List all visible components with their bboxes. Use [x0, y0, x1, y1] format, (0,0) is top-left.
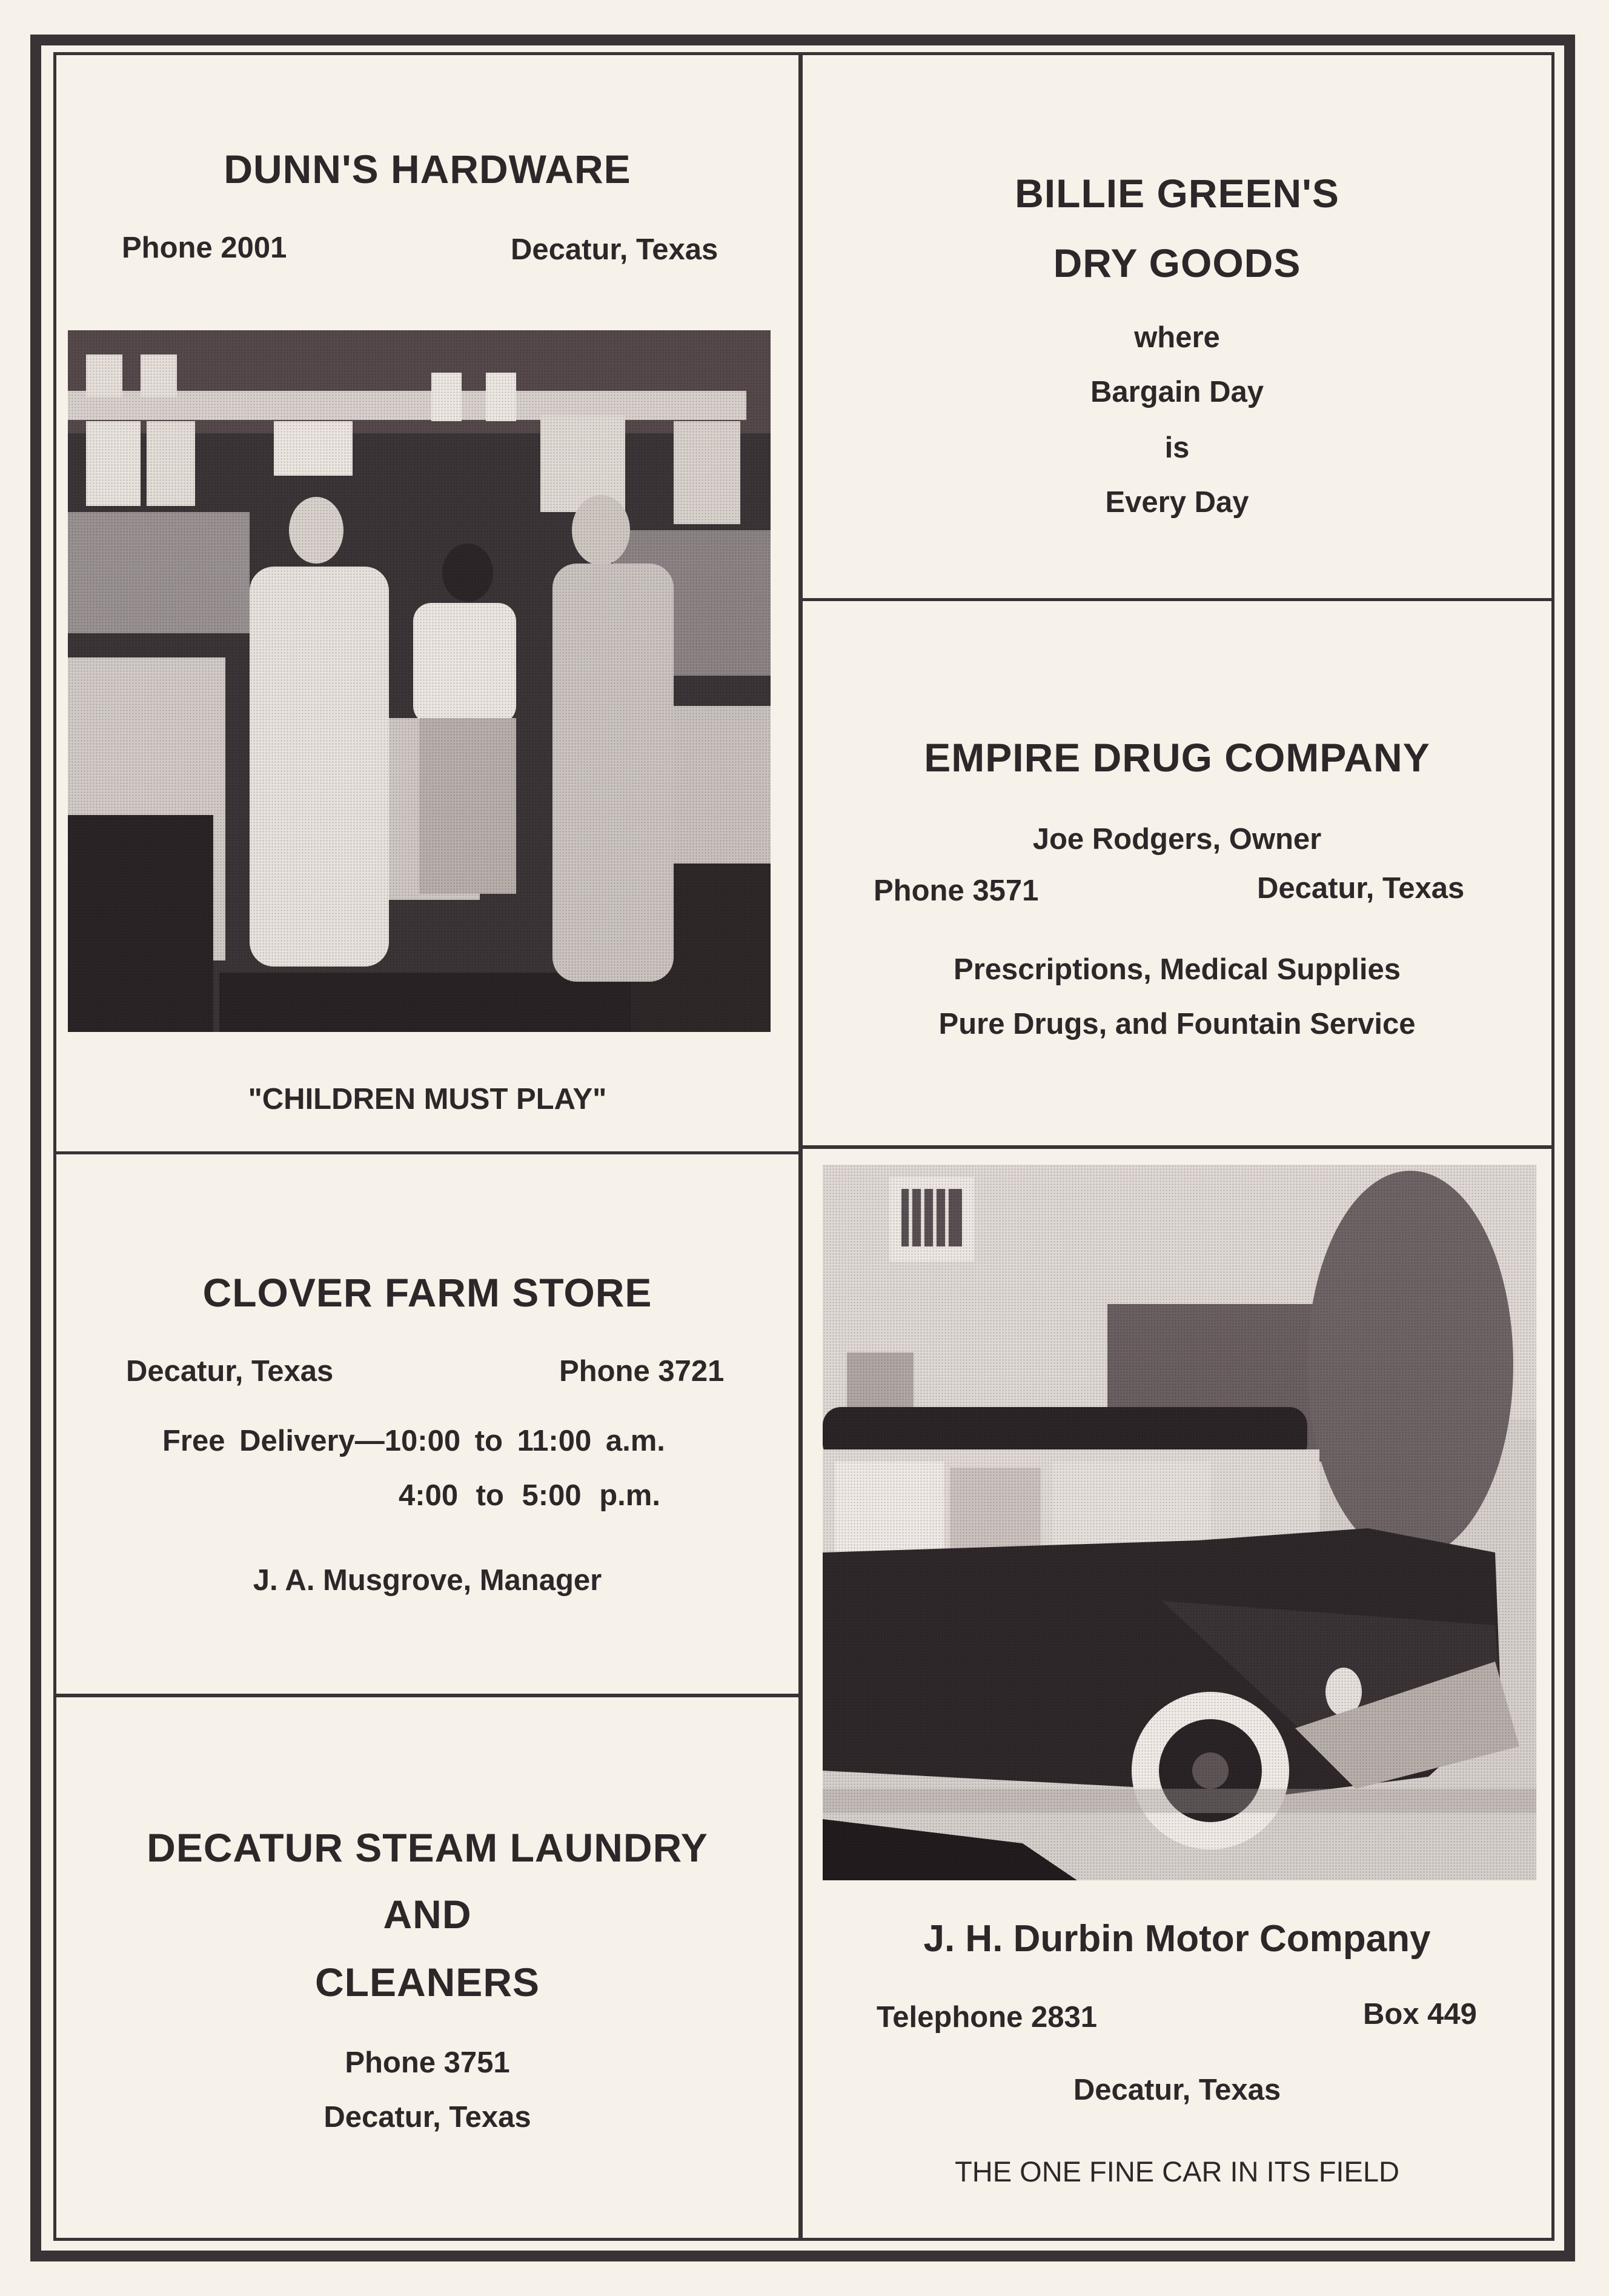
location-text: Decatur, Texas — [1257, 872, 1465, 905]
car-photo — [823, 1165, 1536, 1880]
ad-durbin-motor-company — [803, 1149, 1551, 2238]
ad-title: DUNN'S HARDWARE — [224, 147, 631, 191]
car-illustration — [823, 1165, 1536, 1880]
store-interior-photo — [68, 330, 771, 1032]
ad-title-line-1: BILLIE GREEN'S — [1015, 171, 1339, 216]
ad-empire-drug-company — [803, 601, 1551, 1145]
store-interior-illustration — [68, 330, 771, 1032]
box-number-text: Box 449 — [1363, 1998, 1477, 2031]
phone-text: Phone 3571 — [874, 874, 1039, 907]
ad-title: J. H. Durbin Motor Company — [923, 1918, 1431, 1960]
phone-text: Phone 3751 — [345, 2046, 510, 2079]
tagline-line-3: is — [1164, 431, 1190, 464]
location-text: Decatur, Texas — [323, 2101, 531, 2134]
delivery-hours-line-1: Free Delivery—10:00 to 11:00 a.m. — [162, 1425, 665, 1457]
ad-title-line-1: DECATUR STEAM LAUNDRY — [147, 1825, 708, 1870]
phone-text: Phone 2001 — [122, 231, 287, 264]
slogan-text: THE ONE FINE CAR IN ITS FIELD — [955, 2155, 1399, 2188]
location-text: Decatur, Texas — [126, 1355, 334, 1388]
location-text: Decatur, Texas — [511, 233, 718, 266]
ad-title: CLOVER FARM STORE — [202, 1270, 652, 1315]
ad-title-line-3: CLEANERS — [314, 1960, 540, 2005]
ad-decatur-steam-laundry — [56, 1697, 798, 2238]
telephone-text: Telephone 2831 — [877, 2001, 1098, 2034]
services-line-1: Prescriptions, Medical Supplies — [954, 953, 1401, 986]
ad-clover-farm-store — [56, 1154, 798, 1694]
tagline-line-4: Every Day — [1105, 486, 1249, 519]
ad-title-line-2: DRY GOODS — [1053, 241, 1301, 285]
ad-billie-greens-dry-goods — [803, 55, 1551, 598]
manager-text: J. A. Musgrove, Manager — [253, 1564, 602, 1597]
location-text: Decatur, Texas — [1073, 2074, 1281, 2106]
ad-dunns-hardware — [56, 55, 798, 1151]
ad-title: EMPIRE DRUG COMPANY — [924, 735, 1430, 780]
ad-title-line-2: AND — [383, 1892, 472, 1937]
tagline-line-1: where — [1134, 321, 1220, 354]
delivery-hours-line-2: 4:00 to 5:00 p.m. — [399, 1479, 660, 1512]
tagline-line-2: Bargain Day — [1090, 376, 1264, 408]
services-line-2: Pure Drugs, and Fountain Service — [938, 1008, 1416, 1040]
photo-caption: "CHILDREN MUST PLAY" — [248, 1083, 607, 1116]
phone-text: Phone 3721 — [559, 1355, 725, 1388]
owner-text: Joe Rodgers, Owner — [1032, 823, 1322, 856]
